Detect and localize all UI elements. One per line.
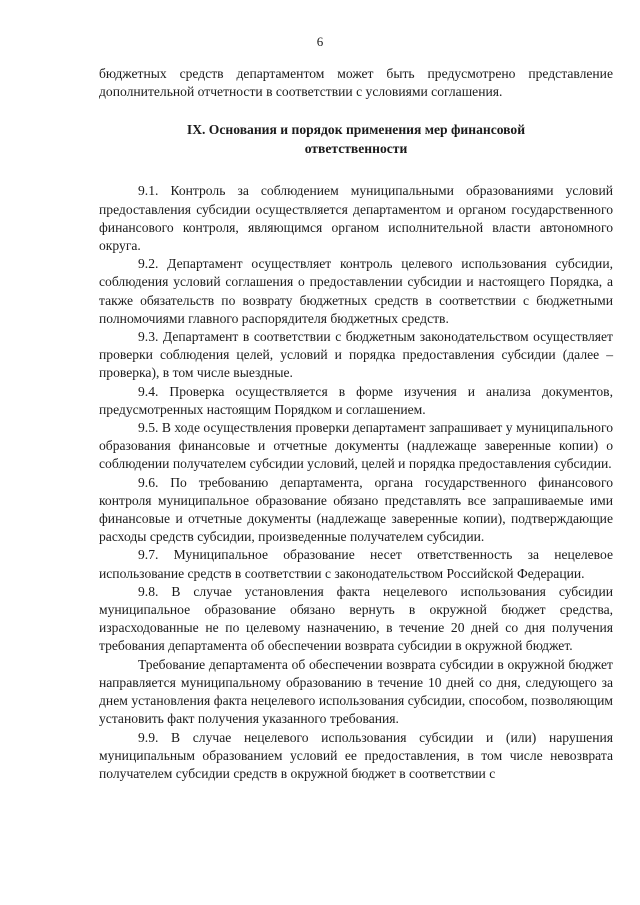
paragraph-9-5: 9.5. В ходе осуществления проверки департамент запрашивает у муниципального образования финансовые и отчетные документы (надлежаще заверенные копии) о соблюдении получателем субсидии условий, целей и порядка предоставления субсидии. xyxy=(99,420,613,472)
paragraph-9-9: 9.9. В случае нецелевого использования субсидии и (или) нарушения муниципальным образованием условий ее предоставления, в том числе невозврата получателем субсидии средств в окружной бюджет в соответствии с xyxy=(99,729,613,781)
page-number: 6 xyxy=(316,34,324,49)
paragraph-9-2: 9.2. Департамент осуществляет контроль целевого использования субсидии, соблюдения условий соглашения о предоставлении субсидии и настоящего Порядка, а также обязательств по возврату бюджетных средств в соответствии с бюджетными полномочиями главного распорядителя бюджетных средств. xyxy=(99,256,613,326)
paragraph-9-8-requirement: Требование департамента об обеспечении возврата субсидии в окружной бюджет направляется муниципальному образованию в течение 10 дней со дня, следующего за днем установления факта нецелевого использования субсидии, способом, позволяющим установить факт получения указанного требования. xyxy=(99,656,613,727)
paragraph-9-3: 9.3. Департамент в соответствии с бюджетным законодательством осуществляет проверки соблюдения целей, условий и порядка предоставления субсидии (далее – проверка), в том числе выездные. xyxy=(99,329,613,381)
section-heading-line-2: ответственности xyxy=(304,140,408,156)
paragraph-9-8: 9.8. В случае установления факта нецелевого использования субсидии муниципальное образование обязано вернуть в окружной бюджет средства, израсходованные не по целевому назначению, в течение 20 дней со дня получения требования департамента об обеспечении возврата субсидии в окружной бюджет. xyxy=(99,583,613,654)
intro-paragraph: бюджетных средств департаментом может быть предусмотрено представление дополнительной отчетности в соответствии с условиями соглашения. xyxy=(99,66,613,100)
paragraph-9-4: 9.4. Проверка осуществляется в форме изучения и анализа документов, предусмотренных настоящим Порядком и соглашением. xyxy=(99,383,613,417)
paragraph-9-1: 9.1. Контроль за соблюдением муниципальными образованиями условий предоставления субсидии осуществляется департаментом и органом государственного финансового контроля, являющимся органом исполнительной власти автономного округа. xyxy=(99,183,613,254)
document-body xyxy=(99,65,613,783)
paragraph-9-6: 9.6. По требованию департамента, органа государственного финансового контроля муниципальное образование обязано представлять все запрашиваемые ими финансовые и отчетные документы (надлежаще заверенные копии), подтверждающие расходы средств субсидии, произведенные получателем субсидии. xyxy=(99,474,613,545)
paragraph-9-7: 9.7. Муниципальное образование несет ответственность за нецелевое использование средств в соответствии с законодательством Российской Федерации. xyxy=(99,547,613,581)
section-heading xyxy=(99,121,613,158)
section-heading-line-1: IX. Основания и порядок применения мер финансовой xyxy=(186,122,526,138)
